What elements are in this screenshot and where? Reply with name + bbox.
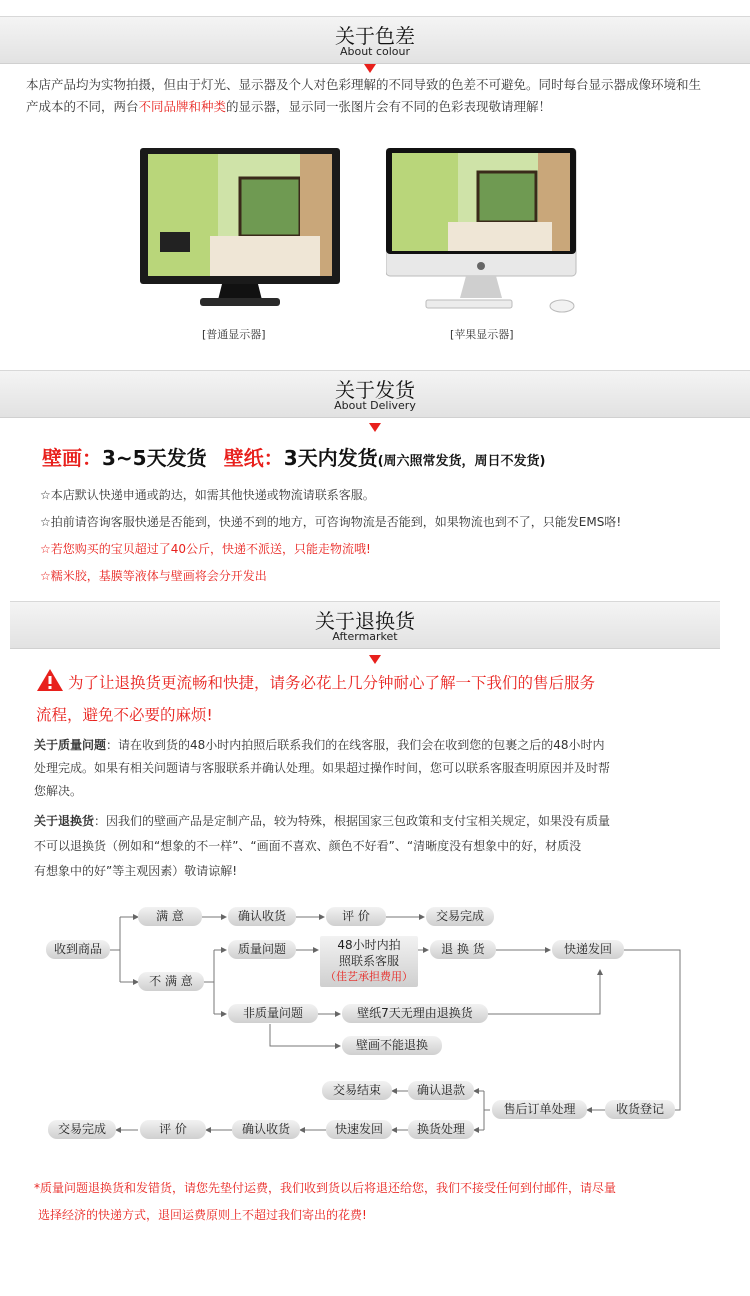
flow-satisfied: 满 意 <box>138 907 202 926</box>
flow-confirm-receipt-1: 确认收货 <box>228 907 296 926</box>
colour-subtitle: About colour <box>339 45 411 58</box>
aftermarket-title: 关于退换货 <box>315 609 415 633</box>
flow-receipt-register: 收货登记 <box>605 1100 675 1119</box>
flow-exchange: 退 换 货 <box>430 940 496 959</box>
flow-after-sales-order: 售后订单处理 <box>492 1100 587 1119</box>
flow-confirm-receipt-2: 确认收货 <box>232 1120 300 1139</box>
flow-trade-done-2: 交易完成 <box>48 1120 116 1139</box>
colour-title: 关于色差 <box>335 24 415 48</box>
flow-photo-contact: 48小时内拍 照联系客服 （佳艺承担费用） <box>320 936 418 987</box>
delivery-note-4: ☆糯米胶，基膜等液体与壁画将会分开发出 <box>40 569 267 583</box>
flow-non-quality: 非质量问题 <box>228 1004 318 1023</box>
colour-paragraph: 本店产品均为实物拍摄，但由于灯光、显示器及个人对色彩理解的不同导致的色差不可避免。同时每台显示器成像环境和生产成本的不同，两台不同品牌和种类的显示器，显示同一张图片会有不同的色彩表现敬请理解！ <box>26 77 702 114</box>
flow-exchange-process: 换货处理 <box>408 1120 474 1139</box>
aftermarket-subtitle: Aftermarket <box>332 630 398 643</box>
delivery-title: 关于发货 <box>335 378 415 402</box>
delivery-note-3: ☆若您购买的宝贝超过了40公斤，快递不派送，只能走物流哦! <box>40 542 371 556</box>
flow-review-2: 评 价 <box>140 1120 206 1139</box>
flow-review-1: 评 价 <box>326 907 386 926</box>
flow-quality-issue: 质量问题 <box>228 940 296 959</box>
monitor-apple-label: [苹果显示器] <box>450 328 514 341</box>
delivery-note-2: ☆拍前请咨询客服快递是否能到，快递不到的地方，可咨询物流是否能到，如果物流也到不了，只能发EMS咯! <box>40 515 622 529</box>
flow-confirm-refund: 确认退款 <box>408 1081 474 1100</box>
flow-trade-end: 交易结束 <box>322 1081 392 1100</box>
flow-unsatisfied: 不 满 意 <box>138 972 204 991</box>
footer-note-1: *质量问题退换货和发错货，请您先垫付运费，我们收到货以后将退还给您，我们不接受任何到付邮件，请尽量 <box>34 1181 617 1195</box>
delivery-headline: 壁画：3~5天发货 壁纸：3天内发货(周六照常发货，周日不发货) <box>42 446 546 470</box>
colour-highlight: 不同品牌和种类 <box>138 99 227 114</box>
footer-note-2: 选择经济的快递方式，退回运费原则上不超过我们寄出的花费! <box>38 1208 367 1222</box>
flow-mural-no-return: 壁画不能退换 <box>342 1036 442 1055</box>
delivery-subtitle: About Delivery <box>334 399 416 412</box>
warning-line-1: 为了让退换货更流畅和快捷，请务必花上几分钟耐心了解一下我们的售后服务 <box>68 674 596 692</box>
flow-send-back: 快递发回 <box>552 940 624 959</box>
flow-wallpaper-7-days: 壁纸7天无理由退换货 <box>342 1004 488 1023</box>
quality-paragraph: 关于质量问题：请在收到货的48小时内拍照后联系我们的在线客服，我们会在收到您的包裹之后的48小时内 处理完成。如果有相关问题请与客服联系并确认处理。如果超过操作时间，您可以联系客服查明原因并及时帮 您解决。 <box>34 738 611 798</box>
flow-ship-back: 快速发回 <box>326 1120 392 1139</box>
return-paragraph: 关于退换货：因我们的壁画产品是定制产品，较为特殊，根据国家三包政策和支付宝相关规定，如果没有质量 不可以退换货（例如和“想象的不一样”、“画面不喜欢、颜色不好看”、“清晰度没有想象中的好，材质没 有想象中的好”等主观因素）敬请谅解! <box>34 814 611 878</box>
flow-trade-done-1: 交易完成 <box>426 907 494 926</box>
delivery-note-1: ☆本店默认快递申通或韵达，如需其他快递或物流请联系客服。 <box>40 488 375 502</box>
monitor-standard-label: [普通显示器] <box>202 328 266 341</box>
flow-receive: 收到商品 <box>46 940 110 959</box>
warning-line-2: 流程，避免不必要的麻烦! <box>36 706 213 724</box>
